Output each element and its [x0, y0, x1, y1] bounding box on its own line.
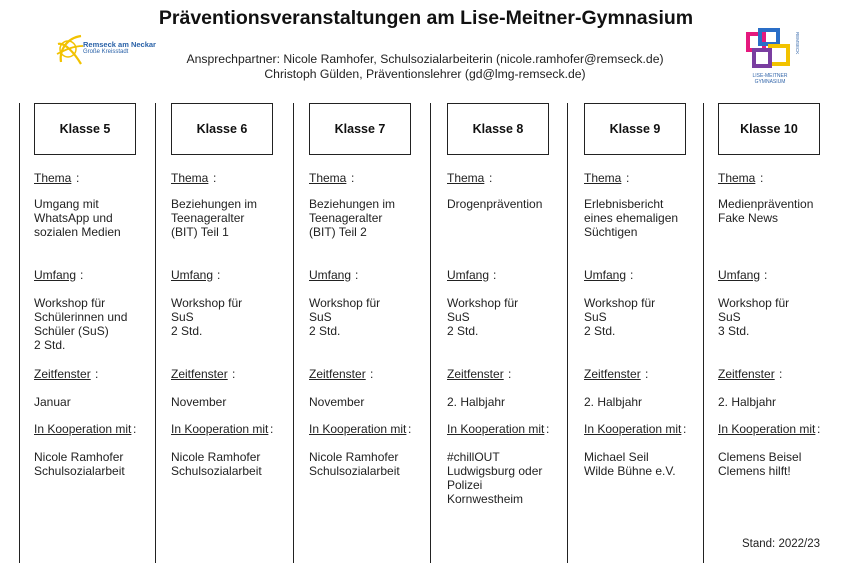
zeitfenster-value: November [171, 395, 227, 409]
kooperation-value: Nicole Ramhofer Schulsozialarbeit [34, 450, 125, 478]
label-colon: : [133, 422, 137, 436]
city-logo-name: Remseck am Neckar [83, 40, 156, 49]
kooperation-value: Nicole Ramhofer Schulsozialarbeit [171, 450, 262, 478]
label-colon: : [817, 422, 821, 436]
kooperation-label: In Kooperation mit [34, 422, 132, 436]
zeitfenster-label: Zeitfenster [171, 367, 228, 381]
label-colon: : [508, 367, 512, 381]
column-divider [19, 103, 20, 563]
zeitfenster-label: Zeitfenster [34, 367, 91, 381]
label-colon: : [645, 367, 649, 381]
zeitfenster-value: 2. Halbjahr [584, 395, 643, 409]
thema-label: Thema [718, 171, 756, 185]
label-colon: : [626, 171, 630, 185]
page-title: Präventionsveranstaltungen am Lise-Meitner-Gymnasium [158, 7, 694, 29]
umfang-value: Workshop für SuS 2 Std. [171, 296, 243, 338]
umfang-value: Workshop für SuS 2 Std. [584, 296, 656, 338]
zeitfenster-value: 2. Halbjahr [718, 395, 777, 409]
label-colon: : [546, 422, 550, 436]
thema-value: Beziehungen im Teenageralter (BIT) Teil 1 [171, 197, 258, 239]
thema-value: Drogenprävention [447, 197, 543, 211]
umfang-value: Workshop für SuS 2 Std. [309, 296, 381, 338]
thema-label: Thema [584, 171, 622, 185]
label-colon: : [351, 171, 355, 185]
thema-label: Thema [34, 171, 72, 185]
thema-label: Thema [309, 171, 347, 185]
zeitfenster-label: Zeitfenster [447, 367, 504, 381]
label-colon: : [493, 268, 497, 282]
label-colon: : [213, 171, 217, 185]
zeitfenster-label: Zeitfenster [584, 367, 641, 381]
thema-value: Umgang mit WhatsApp und sozialen Medien [34, 197, 121, 239]
stand-date: Stand: 2022/23 [742, 538, 821, 550]
school-logo-town: REMSECK [795, 32, 800, 55]
label-colon: : [370, 367, 374, 381]
label-colon: : [764, 268, 768, 282]
kooperation-value: Michael Seil Wilde Bühne e.V. [584, 450, 676, 478]
grade-box: Klasse 9 [584, 103, 686, 155]
label-colon: : [76, 171, 80, 185]
label-colon: : [232, 367, 236, 381]
kooperation-label: In Kooperation mit [584, 422, 682, 436]
contact-line-2: Christoph Gülden, Präventionslehrer (gd@lmg-remseck.de) [264, 67, 586, 81]
zeitfenster-label: Zeitfenster [718, 367, 775, 381]
label-colon: : [217, 268, 221, 282]
kooperation-value: #chillOUT Ludwigsburg oder Polizei Kornwestheim [447, 450, 543, 506]
thema-value: Beziehungen im Teenageralter (BIT) Teil 2 [309, 197, 396, 239]
kooperation-label: In Kooperation mit [718, 422, 816, 436]
umfang-value: Workshop für SuS 2 Std. [447, 296, 519, 338]
zeitfenster-value: Januar [34, 395, 71, 409]
thema-value: Erlebnisbericht eines ehemaligen Süchtigen [584, 197, 679, 239]
kooperation-label: In Kooperation mit [447, 422, 545, 436]
umfang-label: Umfang [447, 268, 490, 282]
city-emblem-icon [55, 32, 85, 68]
umfang-label: Umfang [309, 268, 352, 282]
label-colon: : [630, 268, 634, 282]
umfang-value: Workshop für Schülerinnen und Schüler (SuS) 2 Std. [34, 296, 128, 352]
umfang-value: Workshop für SuS 3 Std. [718, 296, 790, 338]
umfang-label: Umfang [171, 268, 214, 282]
grade-box: Klasse 6 [171, 103, 273, 155]
label-colon: : [408, 422, 412, 436]
zeitfenster-label: Zeitfenster [309, 367, 366, 381]
label-colon: : [489, 171, 493, 185]
grade-box: Klasse 8 [447, 103, 549, 155]
contact-line-1: Ansprechpartner: Nicole Ramhofer, Schulsozialarbeiterin (nicole.ramhofer@remseck.de) [186, 52, 664, 66]
umfang-label: Umfang [718, 268, 761, 282]
contact-block [140, 52, 710, 82]
label-colon: : [80, 268, 84, 282]
zeitfenster-value: 2. Halbjahr [447, 395, 506, 409]
label-colon: : [683, 422, 687, 436]
label-colon: : [270, 422, 274, 436]
school-logo [746, 28, 806, 92]
thema-label: Thema [447, 171, 485, 185]
thema-value: Medienprävention Fake News [718, 197, 814, 225]
school-logo-name: LISE-MEITNER GYMNASIUM [752, 73, 788, 85]
thema-label: Thema [171, 171, 209, 185]
label-colon: : [779, 367, 783, 381]
kooperation-value: Nicole Ramhofer Schulsozialarbeit [309, 450, 400, 478]
grade-box: Klasse 7 [309, 103, 411, 155]
zeitfenster-value: November [309, 395, 365, 409]
label-colon: : [95, 367, 99, 381]
umfang-label: Umfang [584, 268, 627, 282]
label-colon: : [760, 171, 764, 185]
label-colon: : [355, 268, 359, 282]
kooperation-label: In Kooperation mit [309, 422, 407, 436]
city-logo-subtitle: Große Kreisstadt [83, 49, 129, 55]
umfang-label: Umfang [34, 268, 77, 282]
school-emblem-icon [746, 28, 794, 72]
kooperation-label: In Kooperation mit [171, 422, 269, 436]
grade-box: Klasse 10 [718, 103, 820, 155]
grade-box: Klasse 5 [34, 103, 136, 155]
kooperation-value: Clemens Beisel Clemens hilft! [718, 450, 802, 478]
